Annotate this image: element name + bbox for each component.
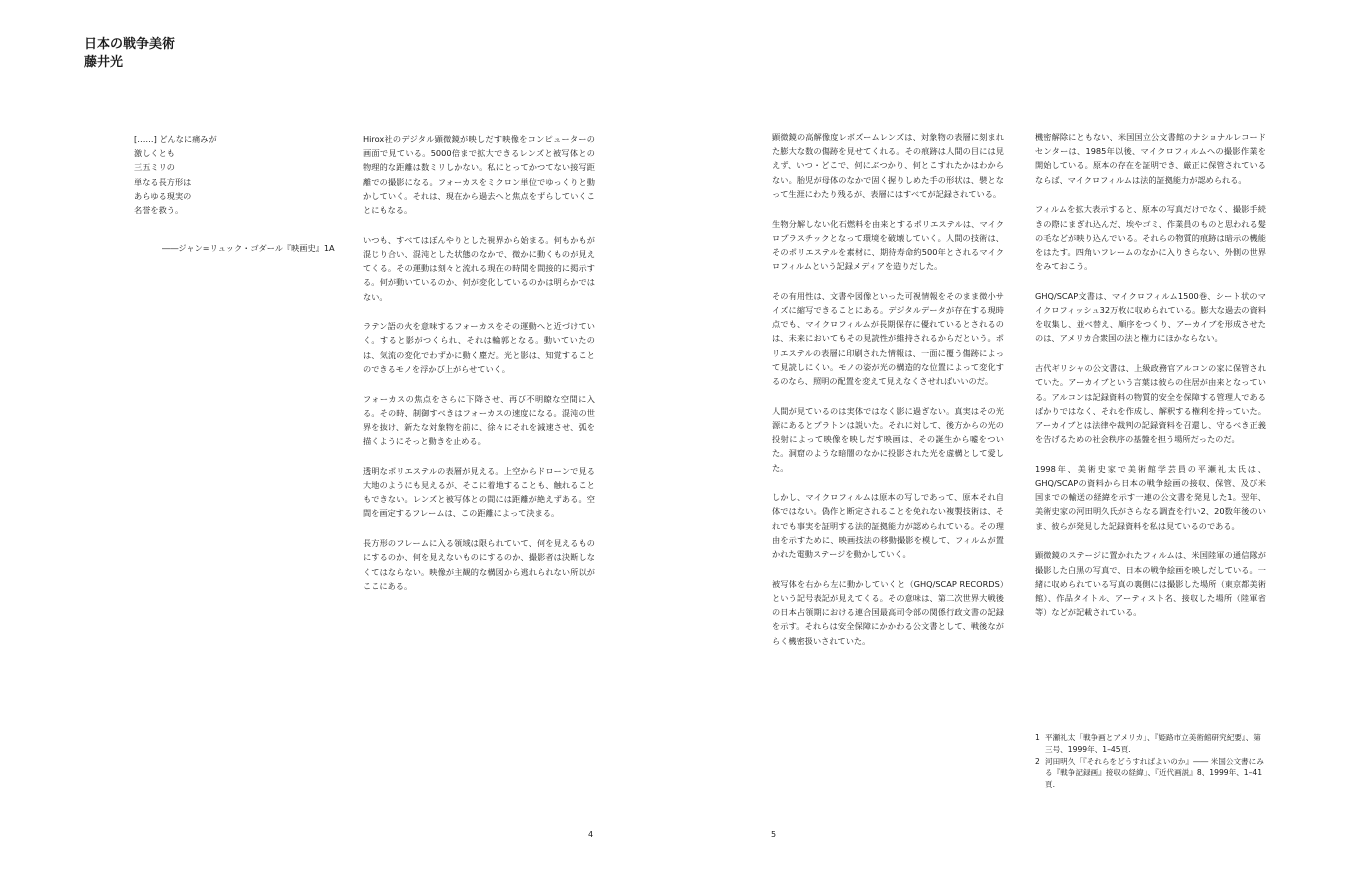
article-header [84, 36, 175, 72]
body-paragraph: フィルムを拡大表示すると、原本の写真だけでなく、撮影手続きの際にまぎれ込んだ、埃やゴミ、作業員のものと思われる髪の毛などが映り込んでいる。それらの物質的痕跡は暗示の機能をはたす。四角いフレームのなかに入りきらない、外側の世界をみておこう。 [1035, 204, 1266, 272]
body-paragraph: その有用性は、文書や図像といった可視情報をそのまま微小サイズに縮写できることにある。デジタルデータが存在する現時点でも、マイクロフィルムが長期保存に優れているとされるのは、未来においてもその見読性が維持されるからだという。ポリエステルの表層に印刷された情報は、一面に覆う傷跡によって見読しにくい。モノの姿が光の構造的な位置によって変化するのなら、照明の配置を変えて見えなくさせればいいのだ。 [772, 290, 1004, 387]
body-paragraph: 人間が見ているのは実体ではなく影に過ぎない。真実はその光源にあるとプラトンは説いた。それに対して、後方からの光の投射によって映像を映しだす映画は、その誕生から嘘をついた。洞窟のような暗闇のなかに投影された光を虚構として愛した。 [772, 405, 1004, 473]
footnote-number: 1 [1035, 733, 1040, 742]
body-column-right-b [1035, 130, 1266, 635]
body-paragraph: ラテン語の火を意味するフォーカスをその運動へと近づけていく。すると影がつくられ、それは輪郭となる。動いていたのは、気流の変化でわずかに動く塵だ。光と影は、知覚することのできるモノを浮かび上がらせていく。 [363, 321, 595, 374]
body-column-right-a [772, 130, 1004, 663]
body-paragraph: いつも、すべてはぼんやりとした視界から始まる。何もかもが混じり合い、混沌とした状態のなかで、微かに動くものが見えてくる。その運動は刻々と流れる現在の時間を間接的に掲示する。何が動いているのか、何が変化しているのかは明らかではない。 [363, 234, 595, 302]
footnote [1035, 756, 1267, 791]
body-column-left [363, 132, 595, 608]
body-paragraph: 1998年、美術史家で美術館学芸員の平瀬礼太氏は、GHQ/SCAPの資料から日本の戦争絵画の接収、保管、及び米国までの輸送の経緯を示す一連の公文書を発見した1。翌年、美術史家の河田明久氏がさらなる調査を行い2、20数年後のいま、彼らが発見した記録資料を私は見ているのである。 [1035, 463, 1266, 531]
right-page [683, 0, 1366, 876]
body-paragraph: 顕微鏡の高解像度レボズームレンズは、対象物の表層に刻まれた膨大な数の傷跡を見せてくれる。その痕跡は人間の目には見えず、いつ・どこで、何にぶつかり、何とこすれたかはわからない。胎児が母体のなかで固く握りしめた手の形状は、襞となって生涯にわたり残るが、表層にはすべてが記録されている。 [772, 132, 1004, 199]
epigraph-line: 激しくとも [134, 148, 175, 159]
epigraph [134, 132, 294, 217]
body-paragraph: しかし、マイクロフィルムは原本の写しであって、原本それ自体ではない。偽作と断定されることを免れない複製技術は、それでも事実を証明する法的証拠能力が認められている。その理由を示すために、映画技法の移動撮影を模して、フィルムが置かれた電動ステージを動かしていく。 [772, 492, 1004, 560]
body-paragraph: 生物分解しない化石燃料を由来とするポリエステルは、マイクロプラスチックとなって環境を破壊していく。人間の技術は、そのポリエステルを素材に、期待寿命約500年とされるマイクロフィルムという記録メディアを造りだした。 [772, 218, 1004, 272]
body-paragraph: Hirox社のデジタル顕微鏡が映しだす映像をコンピューターの画面で見ている。5000倍まで拡大できるレンズと被写体との物理的な距離は数ミリしかない。私にとってかつてない接写距離での撮影になる。フォーカスをミクロン単位でゆっくりと動かしていく。それは、現在から過去へと焦点をずらしていくことにもなる。 [363, 134, 595, 216]
body-paragraph: 古代ギリシャの公文書は、上級政務官アルコンの家に保管されていた。アーカイブという言葉は彼らの住居が由来となっている。アルコンは記録資料の物質的安全を保障する管理人であるばかりではなく、それを作成し、解釈する権利を持っていた。アーカイブとは法律や裁判の記録資料を召還し、守るべき正義を告げるための社会秩序の基盤を担う場所だったのだ。 [1035, 363, 1266, 445]
body-paragraph: GHQ/SCAP文書は、マイクロフィルム1500巻、シート状のマイクロフィッシュ32万枚に収められている。膨大な過去の資料を収集し、並べ替え、順序をつくり、アーカイブを形成させたのは、アメリカ合衆国の法と権力にほかならない。 [1035, 290, 1266, 344]
body-paragraph: 顕微鏡のステージに置かれたフィルムは、米国陸軍の通信隊が撮影した白黒の写真で、日本の戦争絵画を映しだしている。一緒に収められている写真の裏側には撮影した場所（東京都美術館）、作品タイトル、アーティスト名、接収した場所（陸軍省等）などが記載されている。 [1035, 550, 1266, 618]
epigraph-line: [……] どんなに痛みが [134, 134, 217, 144]
epigraph-line: 単なる長方形は [134, 176, 192, 187]
page-number: 5 [771, 830, 777, 839]
article-author: 藤井光 [84, 55, 124, 70]
article-title: 日本の戦争美術 [84, 37, 176, 52]
epigraph-source: ――ジャン=リュック・ゴダール『映画史』1A [162, 243, 335, 253]
epigraph-line: 三五ミリの [134, 162, 175, 173]
body-paragraph: 長方形のフレームに入る領域は限られていて、何を見えるものにするのか、何を見えないものにするのか、撮影者は決断しなくてはならない。映像が主観的な構図から逃れられない所以がここにある。 [363, 538, 595, 591]
epigraph-line: あらゆる現実の [134, 190, 192, 201]
footnote-text: 平瀬礼太「戦争画とアメリカ」、『姫路市立美術館研究紀要』、第三号、1999年、1–45頁. [1045, 733, 1261, 754]
body-paragraph: 機密解除にともない、米国国立公文書館のナショナルレコードセンターは、1985年以後、マイクロフィルムへの撮影作業を開始している。原本の存在を証明でき、厳正に保管されているならば、マイクロフィルムは法的証拠能力が認められる。 [1035, 132, 1266, 185]
body-paragraph: フォーカスの焦点をさらに下降させ、再び不明瞭な空間に入る。その時、制御すべきはフォーカスの速度になる。混沌の世界を抜け、新たな対象物を前に、徐々にそれを減速させ、弧を描くようにそっと動きを止める。 [363, 393, 595, 447]
body-paragraph: 透明なポリエステルの表層が見える。上空からドローンで見る大地のようにも見えるが、そこに着地することも、触れることもできない。レンズと被写体との間には距離が絶えずある。空間を画定するフレームは、この距離によって決まる。 [363, 465, 595, 519]
footnote-number: 2 [1035, 756, 1040, 766]
body-paragraph: 被写体を右から左に動かしていくと（GHQ/SCAP RECORDS）という記号表記が見えてくる。その意味は、第二次世界大戦後の日本占領期における連合国最高司令部の関係行政文書の記録を示す。それらは安全保障にかかわる公文書として、戦後ながらく機密扱いされていた。 [772, 578, 1004, 646]
page-number: 4 [588, 830, 594, 839]
footnote-text: 河田明久「『それらをどうすればよいのか』―― 米国公文書にみる『戦争記録画』接収の経緯」、『近代画説』8、1999年、1–41頁. [1045, 756, 1264, 790]
footnotes [1035, 732, 1267, 791]
footnote [1035, 732, 1267, 756]
epigraph-line: 名誉を救う。 [134, 205, 184, 216]
